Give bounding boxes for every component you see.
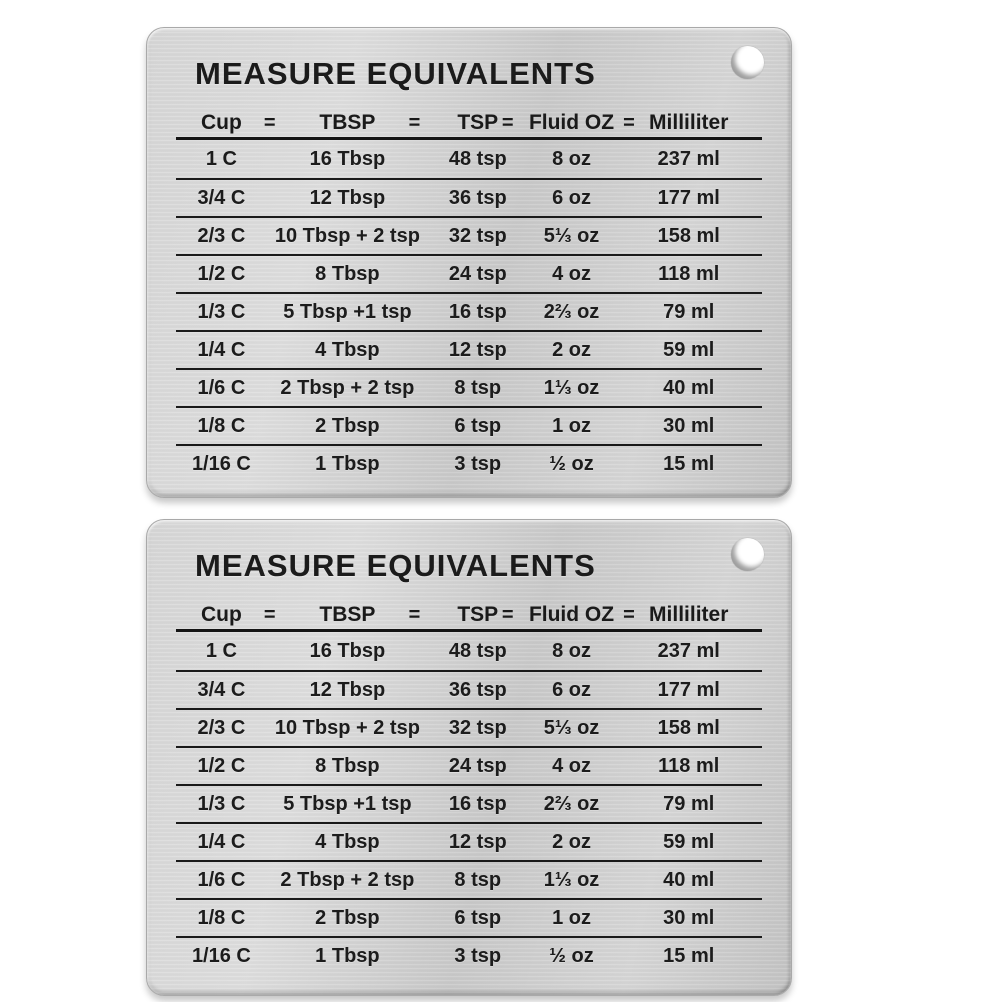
cell-cup: 1 C xyxy=(205,147,237,170)
equals-sign: = xyxy=(408,603,421,626)
cell-cup: 3/4 C xyxy=(197,186,246,209)
header-milliliter: Milliliter xyxy=(649,111,729,134)
table-row xyxy=(176,746,762,784)
header-tbsp: TBSP xyxy=(319,111,376,134)
cell-ml: 79 ml xyxy=(663,792,715,815)
cell-oz: 4 oz xyxy=(552,262,591,285)
cell-cup: 2/3 C xyxy=(197,224,246,247)
cell-ml: 59 ml xyxy=(663,830,715,853)
equals-sign: = xyxy=(408,111,421,134)
cell-ml: 158 ml xyxy=(657,716,720,739)
plate-title: MEASURE EQUIVALENTS xyxy=(195,548,596,583)
cell-tbsp: 16 Tbsp xyxy=(309,147,386,170)
table-row xyxy=(176,632,762,670)
cell-tbsp: 8 Tbsp xyxy=(315,754,380,777)
cell-tsp: 32 tsp xyxy=(448,224,507,247)
cell-cup: 1/4 C xyxy=(197,338,246,361)
cell-tbsp: 2 Tbsp + 2 tsp xyxy=(280,376,415,399)
equals-sign: = xyxy=(623,603,635,626)
table-header-row xyxy=(176,109,762,140)
header-fluid-oz: Fluid OZ xyxy=(528,111,615,134)
cell-ml: 30 ml xyxy=(663,414,715,437)
cell-tsp: 8 tsp xyxy=(454,868,502,891)
cell-cup: 1/2 C xyxy=(197,262,246,285)
cell-ml: 30 ml xyxy=(663,906,715,929)
equals-sign: = xyxy=(263,111,276,134)
header-cup: Cup xyxy=(201,111,242,134)
table-header-row xyxy=(176,601,762,632)
cell-tsp: 12 tsp xyxy=(448,830,507,853)
cell-cup: 1 C xyxy=(205,639,237,662)
header-milliliter: Milliliter xyxy=(649,603,729,626)
header-tbsp: TBSP xyxy=(319,603,376,626)
cell-tsp: 24 tsp xyxy=(448,262,507,285)
table-row xyxy=(176,822,762,860)
table-row xyxy=(176,406,762,444)
cell-ml: 177 ml xyxy=(657,186,720,209)
cell-cup: 1/2 C xyxy=(197,754,246,777)
cell-oz: 1 oz xyxy=(552,906,591,929)
cell-oz: ½ oz xyxy=(549,452,594,475)
cell-cup: 3/4 C xyxy=(197,678,246,701)
cell-ml: 15 ml xyxy=(663,452,715,475)
cell-oz: 2 oz xyxy=(552,830,591,853)
table-row xyxy=(176,860,762,898)
cell-oz: 1⅓ oz xyxy=(543,868,600,891)
cell-oz: 2⅔ oz xyxy=(543,300,600,323)
cell-tsp: 8 tsp xyxy=(454,376,502,399)
cell-cup: 1/3 C xyxy=(197,300,246,323)
cell-tbsp: 10 Tbsp + 2 tsp xyxy=(274,716,420,739)
hang-hole-icon xyxy=(731,538,764,571)
hang-hole-icon xyxy=(731,46,764,79)
plate-title: MEASURE EQUIVALENTS xyxy=(195,56,596,91)
cell-ml: 237 ml xyxy=(657,147,720,170)
header-tsp: TSP xyxy=(457,111,499,134)
cell-tbsp: 1 Tbsp xyxy=(315,452,380,475)
cell-tbsp: 2 Tbsp xyxy=(315,414,380,437)
cell-cup: 1/16 C xyxy=(191,944,251,967)
table-row xyxy=(176,898,762,936)
cell-tbsp: 5 Tbsp +1 tsp xyxy=(283,300,412,323)
cell-tsp: 6 tsp xyxy=(454,906,502,929)
cell-tbsp: 10 Tbsp + 2 tsp xyxy=(274,224,420,247)
cell-oz: 8 oz xyxy=(552,639,591,662)
cell-tsp: 36 tsp xyxy=(448,186,507,209)
cell-cup: 1/8 C xyxy=(197,414,246,437)
cell-tbsp: 2 Tbsp xyxy=(315,906,380,929)
cell-tsp: 12 tsp xyxy=(448,338,507,361)
cell-cup: 1/6 C xyxy=(197,376,246,399)
cell-oz: 1 oz xyxy=(552,414,591,437)
cell-tsp: 24 tsp xyxy=(448,754,507,777)
cell-tbsp: 12 Tbsp xyxy=(309,678,386,701)
cell-oz: 8 oz xyxy=(552,147,591,170)
header-cup: Cup xyxy=(201,603,242,626)
cell-oz: ½ oz xyxy=(549,944,594,967)
cell-oz: 2 oz xyxy=(552,338,591,361)
table-row xyxy=(176,670,762,708)
cell-tsp: 48 tsp xyxy=(448,639,507,662)
equals-sign: = xyxy=(501,603,514,626)
cell-ml: 118 ml xyxy=(658,754,720,777)
conversion-table xyxy=(176,601,762,974)
cell-oz: 2⅔ oz xyxy=(543,792,600,815)
cell-tsp: 16 tsp xyxy=(448,300,507,323)
cell-tsp: 6 tsp xyxy=(454,414,502,437)
cell-tbsp: 2 Tbsp + 2 tsp xyxy=(280,868,415,891)
cell-tsp: 16 tsp xyxy=(448,792,507,815)
cell-ml: 59 ml xyxy=(663,338,715,361)
table-row xyxy=(176,784,762,822)
cell-tsp: 32 tsp xyxy=(448,716,507,739)
cell-tbsp: 16 Tbsp xyxy=(309,639,386,662)
cell-tbsp: 8 Tbsp xyxy=(315,262,380,285)
table-row xyxy=(176,216,762,254)
cell-cup: 2/3 C xyxy=(197,716,246,739)
cell-oz: 6 oz xyxy=(552,678,591,701)
cell-ml: 15 ml xyxy=(663,944,715,967)
table-row xyxy=(176,330,762,368)
cell-cup: 1/6 C xyxy=(197,868,246,891)
table-row xyxy=(176,178,762,216)
measure-equivalents-magnet-2 xyxy=(146,519,792,996)
equals-sign: = xyxy=(501,111,514,134)
cell-oz: 5⅓ oz xyxy=(543,716,600,739)
cell-tbsp: 1 Tbsp xyxy=(315,944,380,967)
cell-ml: 177 ml xyxy=(657,678,720,701)
cell-tsp: 48 tsp xyxy=(448,147,507,170)
cell-tsp: 3 tsp xyxy=(454,452,502,475)
header-fluid-oz: Fluid OZ xyxy=(528,603,615,626)
table-row xyxy=(176,140,762,178)
table-row xyxy=(176,368,762,406)
cell-oz: 1⅓ oz xyxy=(543,376,600,399)
cell-oz: 4 oz xyxy=(552,754,591,777)
table-row xyxy=(176,936,762,974)
conversion-table xyxy=(176,109,762,482)
cell-tbsp: 12 Tbsp xyxy=(309,186,386,209)
cell-ml: 40 ml xyxy=(663,376,715,399)
equals-sign: = xyxy=(263,603,276,626)
cell-oz: 6 oz xyxy=(552,186,591,209)
table-row xyxy=(176,708,762,746)
table-row xyxy=(176,254,762,292)
table-row xyxy=(176,444,762,482)
cell-tsp: 3 tsp xyxy=(454,944,502,967)
cell-ml: 158 ml xyxy=(657,224,720,247)
cell-tsp: 36 tsp xyxy=(448,678,507,701)
header-tsp: TSP xyxy=(457,603,499,626)
cell-tbsp: 5 Tbsp +1 tsp xyxy=(283,792,412,815)
cell-tbsp: 4 Tbsp xyxy=(315,338,380,361)
cell-cup: 1/8 C xyxy=(197,906,246,929)
cell-cup: 1/3 C xyxy=(197,792,246,815)
measure-equivalents-magnet-1 xyxy=(146,27,792,498)
table-row xyxy=(176,292,762,330)
cell-tbsp: 4 Tbsp xyxy=(315,830,380,853)
equals-sign: = xyxy=(623,111,635,134)
cell-cup: 1/16 C xyxy=(191,452,251,475)
cell-ml: 237 ml xyxy=(657,639,720,662)
cell-ml: 118 ml xyxy=(658,262,720,285)
cell-cup: 1/4 C xyxy=(197,830,246,853)
cell-ml: 79 ml xyxy=(663,300,715,323)
cell-ml: 40 ml xyxy=(663,868,715,891)
cell-oz: 5⅓ oz xyxy=(543,224,600,247)
